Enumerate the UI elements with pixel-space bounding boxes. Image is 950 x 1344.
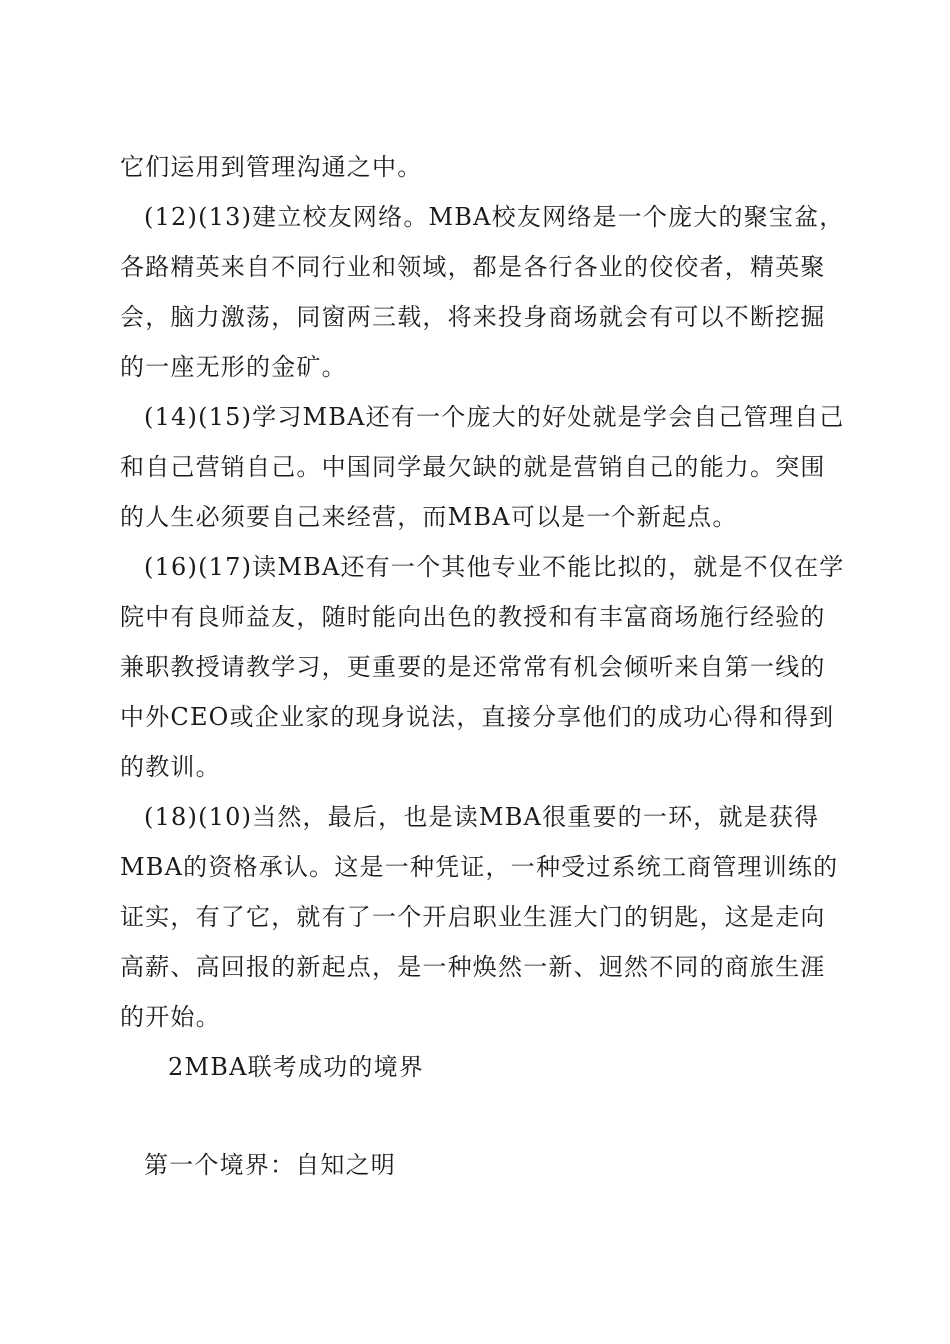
paragraph-line: 的教训。 (120, 753, 221, 781)
paragraph-line: 的一座无形的金矿。 (120, 353, 347, 381)
paragraph-line: 的人生必须要自己来经营，而MBA可以是一个新起点。 (120, 503, 738, 531)
paragraph-line: (12)(13)建立校友网络。MBA校友网络是一个庞大的聚宝盆， (144, 203, 845, 231)
paragraph-line: 会，脑力激荡，同窗两三载，将来投身商场就会有可以不断挖掘 (120, 303, 826, 331)
paragraph-line: (18)(10)当然，最后，也是读MBA很重要的一环，就是获得 (144, 803, 820, 831)
paragraph-line: 高薪、高回报的新起点，是一种焕然一新、迥然不同的商旅生涯 (120, 953, 826, 981)
paragraph-line: 院中有良师益友，随时能向出色的教授和有丰富商场施行经验的 (120, 603, 826, 631)
paragraph-line: (14)(15)学习MBA还有一个庞大的好处就是学会自己管理自己 (144, 403, 845, 431)
paragraph-line: (16)(17)读MBA还有一个其他专业不能比拟的，就是不仅在学 (144, 553, 845, 581)
paragraph-line: MBA的资格承认。这是一种凭证，一种受过系统工商管理训练的 (120, 853, 839, 881)
paragraph-line: 和自己营销自己。中国同学最欠缺的就是营销自己的能力。突围 (120, 453, 826, 481)
paragraph-line: 它们运用到管理沟通之中。 (120, 153, 423, 181)
paragraph-line: 中外CEO或企业家的现身说法，直接分享他们的成功心得和得到 (120, 703, 835, 731)
paragraph-line: 的开始。 (120, 1003, 221, 1031)
subheading: 第一个境界：自知之明 (144, 1151, 396, 1179)
section-heading: 2MBA联考成功的境界 (168, 1053, 425, 1081)
paragraph-line: 各路精英来自不同行业和领域，都是各行各业的佼佼者，精英聚 (120, 253, 826, 281)
paragraph-line: 兼职教授请教学习，更重要的是还常常有机会倾听来自第一线的 (120, 653, 826, 681)
paragraph-line: 证实，有了它，就有了一个开启职业生涯大门的钥匙，这是走向 (120, 903, 826, 931)
